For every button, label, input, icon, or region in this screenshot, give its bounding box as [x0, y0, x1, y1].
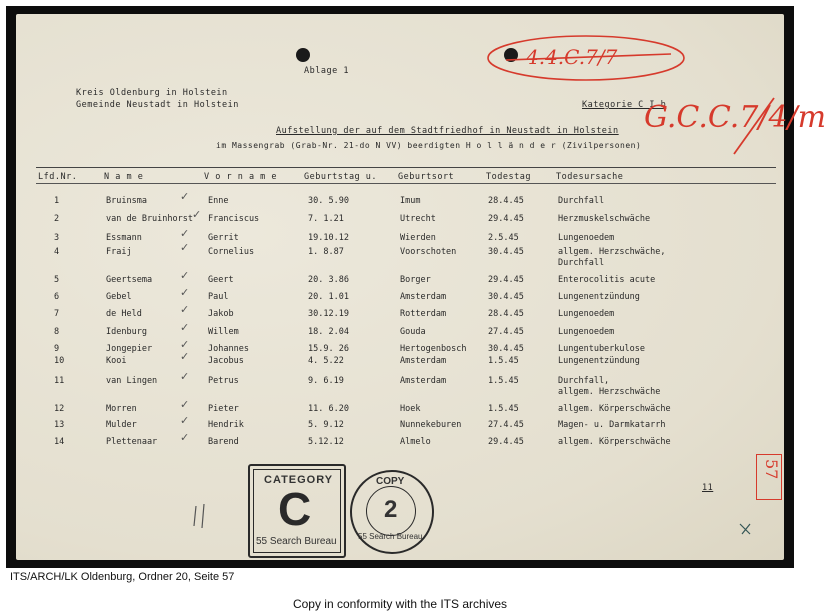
cell-nr: 13 [54, 420, 65, 430]
cell-geburtsort: Amsterdam [400, 292, 447, 302]
stamp-copy-number: 2 [384, 496, 398, 523]
check-mark-icon: ✓ [180, 321, 190, 334]
cell-geburtstag: 30.12.19 [308, 309, 349, 319]
cell-todesursache: allgem. Körperschwäche [558, 437, 671, 447]
cell-todestag: 28.4.45 [488, 196, 524, 206]
cell-todestag: 29.4.45 [488, 437, 524, 447]
check-mark-icon: ✓ [180, 431, 190, 444]
cell-todestag: 29.4.45 [488, 214, 524, 224]
ablage-label: Ablage 1 [304, 66, 349, 76]
document-paper [16, 14, 826, 560]
check-mark-icon: ✓ [192, 208, 202, 221]
stamp-category-bottom: 55 Search Bureau [256, 536, 337, 547]
cell-nr: 7 [54, 309, 60, 319]
cell-nr: 3 [54, 233, 60, 243]
check-mark-icon: ✓ [180, 269, 190, 282]
cell-todestag: 27.4.45 [488, 327, 524, 337]
cell-vorname: Johannes [208, 344, 249, 354]
scanned-document [6, 6, 826, 568]
cell-geburtstag: 1. 8.87 [308, 247, 344, 257]
archive-reference: ITS/ARCH/LK Oldenburg, Ordner 20, Seite 57 [10, 571, 235, 583]
cell-todesursache: Magen- u. Darmkatarrh [558, 420, 666, 430]
cell-todesursache: Durchfall [558, 258, 605, 268]
column-header: N a m e [104, 172, 144, 182]
page-corner-number: 11 [702, 483, 714, 493]
check-mark-icon: ✓ [180, 227, 190, 240]
column-header: Geburtsort [398, 172, 455, 182]
cell-name: Geertsema [106, 275, 153, 285]
cell-geburtstag: 5. 9.12 [308, 420, 344, 430]
punch-hole [296, 48, 310, 62]
cell-geburtsort: Wierden [400, 233, 436, 243]
cell-vorname: Franciscus [208, 214, 260, 224]
check-mark-icon: ✓ [180, 303, 190, 316]
category-label: Kategorie C I b [582, 100, 667, 110]
cell-geburtstag: 30. 5.90 [308, 196, 349, 206]
cell-geburtsort: Hoek [400, 404, 421, 414]
red-slash-mark [728, 94, 778, 174]
pencil-cross-mark [738, 522, 752, 536]
cell-geburtsort: Utrecht [400, 214, 436, 224]
cell-geburtstag: 19.10.12 [308, 233, 349, 243]
document-title-line2: im Massengrab (Grab-Nr. 21-do N VV) beerdigten H o l l ä n d e r (Zivilpersonen) [216, 141, 642, 150]
stamp-category-letter: C [278, 483, 312, 535]
table-header-rule-bottom [36, 183, 776, 184]
cell-vorname: Willem [208, 327, 239, 337]
cell-name: de Held [106, 309, 142, 319]
cell-nr: 4 [54, 247, 60, 257]
cell-name: Mulder [106, 420, 137, 430]
cell-todesursache: Lungenoedem [558, 309, 615, 319]
check-mark-icon: ✓ [180, 190, 190, 203]
cell-nr: 14 [54, 437, 65, 447]
stamp-copy-bottom: 55 Search Bureau [358, 532, 423, 541]
check-mark-icon: ✓ [180, 398, 190, 411]
cell-name: Jongepier [106, 344, 153, 354]
cell-nr: 5 [54, 275, 60, 285]
cell-todestag: 28.4.45 [488, 309, 524, 319]
cell-todesursache: Herzmuskelschwäche [558, 214, 651, 224]
cell-name: van Lingen [106, 376, 158, 386]
crossed-code-text: 4.4.C.7/7 [526, 45, 618, 69]
cell-todestag: 1.5.45 [488, 356, 519, 366]
handwritten-category-code: G.C.C.7/4/m [644, 100, 826, 135]
check-mark-icon: ✓ [180, 338, 190, 351]
document-title-line1: Aufstellung der auf dem Stadtfriedhof in Neustadt in Holstein [276, 126, 619, 136]
cell-name: Idenburg [106, 327, 147, 337]
cell-vorname: Petrus [208, 376, 239, 386]
cell-nr: 6 [54, 292, 60, 302]
cell-geburtstag: 15.9. 26 [308, 344, 349, 354]
cell-vorname: Jacobus [208, 356, 244, 366]
cell-geburtstag: 5.12.12 [308, 437, 344, 447]
cell-vorname: Cornelius [208, 247, 255, 257]
cell-name: Kooi [106, 356, 127, 366]
copy-stamp [350, 470, 434, 554]
cell-geburtstag: 4. 5.22 [308, 356, 344, 366]
red-page-box [756, 454, 782, 500]
crossed-out-code [486, 32, 701, 92]
check-mark-icon: ✓ [180, 241, 190, 254]
cell-todesursache: Durchfall [558, 196, 605, 206]
cell-vorname: Pieter [208, 404, 239, 414]
cell-todestag: 2.5.45 [488, 233, 519, 243]
district-line2: Gemeinde Neustadt in Holstein [76, 100, 239, 110]
cell-todesursache: Enterocolitis acute [558, 275, 656, 285]
cell-todesursache: allgem. Herzschwäche, [558, 247, 666, 257]
cell-todesursache: Lungenentzündung [558, 356, 640, 366]
check-mark-icon: ✓ [180, 370, 190, 383]
cell-geburtsort: Gouda [400, 327, 426, 337]
column-header: Lfd.Nr. [38, 172, 78, 182]
cell-geburtsort: Voorschoten [400, 247, 457, 257]
cell-vorname: Geert [208, 275, 234, 285]
column-header: Todestag [486, 172, 531, 182]
cell-nr: 8 [54, 327, 60, 337]
cell-geburtstag: 7. 1.21 [308, 214, 344, 224]
check-mark-icon: ✓ [180, 414, 190, 427]
cell-todesursache: Lungenoedem [558, 327, 615, 337]
cell-nr: 10 [54, 356, 65, 366]
cell-todestag: 29.4.45 [488, 275, 524, 285]
cell-name: Gebel [106, 292, 132, 302]
column-header: Geburtstag u. [304, 172, 378, 182]
stamp-copy-top: COPY [376, 476, 405, 487]
red-page-number: 57 [762, 459, 781, 480]
cell-todestag: 1.5.45 [488, 404, 519, 414]
cell-geburtsort: Amsterdam [400, 356, 447, 366]
cell-vorname: Paul [208, 292, 229, 302]
cell-geburtstag: 20. 1.01 [308, 292, 349, 302]
check-mark-icon: ✓ [180, 286, 190, 299]
cell-todestag: 30.4.45 [488, 247, 524, 257]
cell-nr: 12 [54, 404, 65, 414]
column-header: Todesursache [556, 172, 624, 182]
stamp-category-title: CATEGORY [264, 474, 334, 486]
cell-geburtsort: Rotterdam [400, 309, 447, 319]
column-header: V o r n a m e [204, 172, 278, 182]
cell-todesursache: allgem. Körperschwäche [558, 404, 671, 414]
category-stamp [248, 464, 346, 558]
cell-name: Morren [106, 404, 137, 414]
cell-geburtsort: Imum [400, 196, 421, 206]
cell-vorname: Gerrit [208, 233, 239, 243]
cell-geburtstag: 11. 6.20 [308, 404, 349, 414]
cell-todestag: 30.4.45 [488, 344, 524, 354]
cell-todestag: 30.4.45 [488, 292, 524, 302]
cell-todesursache: Durchfall, [558, 376, 610, 386]
cell-geburtstag: 18. 2.04 [308, 327, 349, 337]
cell-vorname: Jakob [208, 309, 234, 319]
cell-name: van de Bruinhorst [106, 214, 193, 224]
cell-todesursache: Lungentuberkulose [558, 344, 645, 354]
cell-todesursache: Lungenoedem [558, 233, 615, 243]
cell-geburtstag: 9. 6.19 [308, 376, 344, 386]
cell-nr: 1 [54, 196, 60, 206]
cell-geburtstag: 20. 3.86 [308, 275, 349, 285]
cell-name: Bruinsma [106, 196, 147, 206]
cell-geburtsort: Amsterdam [400, 376, 447, 386]
table-header-rule [36, 167, 776, 168]
cell-geburtsort: Almelo [400, 437, 431, 447]
cell-vorname: Enne [208, 196, 229, 206]
cell-nr: 2 [54, 214, 60, 224]
cell-geburtsort: Borger [400, 275, 431, 285]
cell-todestag: 27.4.45 [488, 420, 524, 430]
cell-geburtsort: Nunnekeburen [400, 420, 462, 430]
cell-name: Fraij [106, 247, 132, 257]
cell-todestag: 1.5.45 [488, 376, 519, 386]
district-line1: Kreis Oldenburg in Holstein [76, 88, 228, 98]
cell-nr: 11 [54, 376, 65, 386]
cell-name: Essmann [106, 233, 142, 243]
cell-vorname: Barend [208, 437, 239, 447]
check-mark-icon: ✓ [180, 350, 190, 363]
cell-todesursache: Lungenentzündung [558, 292, 640, 302]
cell-geburtsort: Hertogenbosch [400, 344, 467, 354]
conformity-note: Copy in conformity with the ITS archives [292, 597, 508, 611]
pencil-mark [192, 502, 212, 532]
cell-todesursache: allgem. Herzschwäche [558, 387, 661, 397]
cell-vorname: Hendrik [208, 420, 244, 430]
cell-nr: 9 [54, 344, 60, 354]
cell-name: Plettenaar [106, 437, 158, 447]
